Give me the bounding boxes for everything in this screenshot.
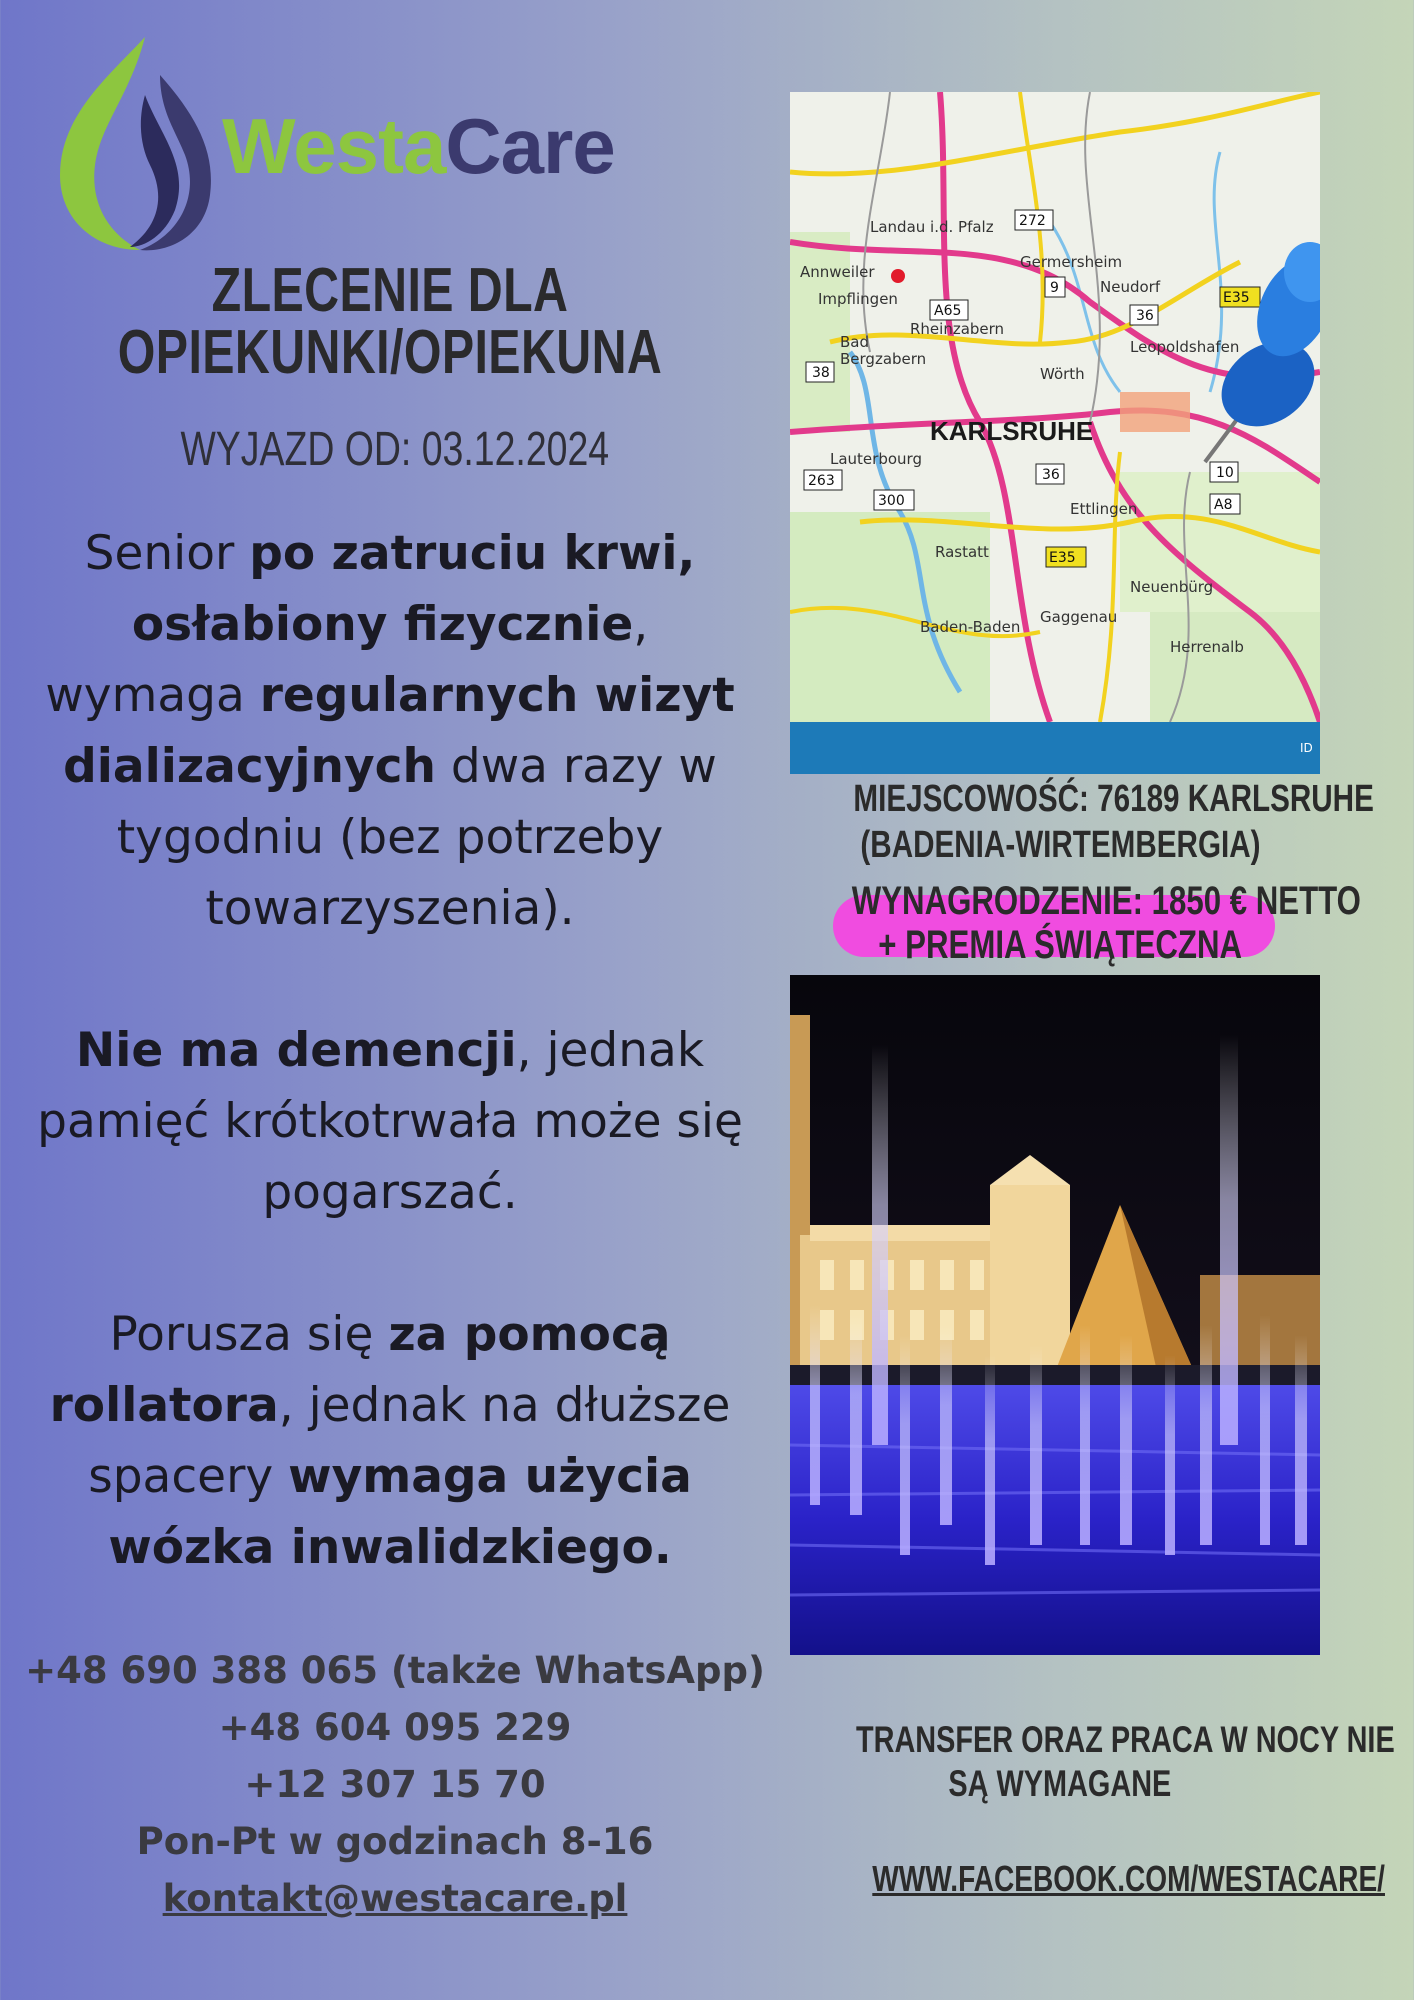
- svg-text:Baden-Baden: Baden-Baden: [920, 618, 1021, 636]
- departure-date: WYJAZD OD: 03.12.2024: [180, 423, 610, 476]
- email-link[interactable]: kontakt@westacare.pl: [162, 1877, 628, 1920]
- facebook-link[interactable]: WWW.FACEBOOK.COM/WESTACARE/: [872, 1858, 1385, 1899]
- svg-text:Ettlingen: Ettlingen: [1070, 500, 1138, 518]
- svg-text:36: 36: [1042, 467, 1060, 483]
- svg-text:9: 9: [1050, 280, 1059, 296]
- svg-text:Neuenbürg: Neuenbürg: [1130, 578, 1214, 596]
- svg-text:Bad: Bad: [840, 333, 870, 351]
- map-id-label: ID: [1300, 741, 1313, 755]
- description-paragraph-3: [0, 1299, 780, 1583]
- description-p1-segment: po zatruciu krwi, osłabiony fizycznie: [131, 526, 696, 652]
- map-city-label: KARLSRUHE: [930, 416, 1094, 446]
- svg-text:Neudorf: Neudorf: [1100, 278, 1161, 296]
- phone-3[interactable]: +12 307 15 70: [244, 1763, 546, 1806]
- svg-text:Leopoldshafen: Leopoldshafen: [1130, 338, 1240, 356]
- svg-text:36: 36: [1136, 308, 1154, 324]
- svg-text:Bergzabern: Bergzabern: [840, 350, 927, 368]
- description-p2-segment: , jednak pamięć krótkotrwała może się pogarszać.: [37, 1023, 743, 1220]
- brand-name-part1: Westa: [222, 102, 446, 190]
- brand-name-part2: Care: [445, 102, 615, 190]
- svg-text:Impflingen: Impflingen: [818, 290, 898, 308]
- description: [0, 518, 780, 1583]
- description-p3-segment: wymaga użycia wózka inwalidzkiego.: [108, 1449, 692, 1575]
- logo: [50, 35, 650, 260]
- svg-text:A65: A65: [934, 303, 962, 319]
- office-hours: Pon-Pt w godzinach 8-16: [136, 1820, 654, 1863]
- salary-line1: WYNAGRODZENIE: 1850 € NETTO: [851, 879, 1361, 923]
- phone-2[interactable]: +48 604 095 229: [218, 1706, 572, 1749]
- page-title-line1: ZLECENIE DLA: [211, 256, 569, 325]
- contact-block: [0, 1642, 790, 1927]
- transfer-note-line1: TRANSFER ORAZ PRACA W NOCY NIE: [855, 1719, 1395, 1760]
- svg-text:Wörth: Wörth: [1040, 365, 1085, 383]
- salary-line2: + PREMIA ŚWIĄTECZNA: [878, 923, 1242, 967]
- svg-text:Annweiler: Annweiler: [800, 263, 875, 281]
- svg-text:A8: A8: [1214, 497, 1233, 513]
- description-p1-segment: dwa razy w tygodniu (bez potrzeby towarzyszenia).: [116, 739, 717, 936]
- svg-text:300: 300: [878, 493, 905, 509]
- phone-1[interactable]: +48 690 388 065 (także WhatsApp): [25, 1649, 765, 1692]
- svg-text:E35: E35: [1049, 550, 1076, 566]
- svg-text:38: 38: [812, 365, 830, 381]
- svg-text:272: 272: [1019, 213, 1046, 229]
- description-p3-segment: , jednak na dłuższe spacery: [88, 1378, 731, 1504]
- svg-text:Germersheim: Germersheim: [1020, 253, 1123, 271]
- svg-text:Lauterbourg: Lauterbourg: [830, 450, 922, 468]
- svg-text:Gaggenau: Gaggenau: [1040, 608, 1118, 626]
- svg-text:Rheinzabern: Rheinzabern: [910, 320, 1005, 338]
- svg-text:Rastatt: Rastatt: [935, 543, 989, 561]
- description-p2-segment: Nie ma demencji: [75, 1023, 517, 1078]
- svg-text:Landau i.d. Pfalz: Landau i.d. Pfalz: [870, 218, 994, 236]
- description-p3-segment: Porusza się: [109, 1307, 389, 1362]
- karlsruhe-fountain-photo: [790, 975, 1320, 1655]
- location-line2: (BADENIA-WIRTEMBERGIA): [859, 824, 1261, 866]
- description-p1-segment: regularnych wizyt dializacyjnych: [63, 668, 735, 794]
- transfer-note-line2: SĄ WYMAGANE: [948, 1763, 1172, 1804]
- map-image: [790, 92, 1320, 774]
- description-paragraph-2: [20, 1015, 760, 1228]
- flame-logo-icon: [50, 35, 220, 255]
- description-paragraph-1: [28, 518, 752, 944]
- page-title-line2: OPIEKUNKI/OPIEKUNA: [117, 318, 663, 387]
- svg-text:10: 10: [1216, 465, 1234, 481]
- description-p1-segment: , wymaga: [45, 597, 649, 723]
- description-p1-segment: Senior: [84, 526, 250, 581]
- map-illustration: [790, 92, 1320, 774]
- svg-text:E35: E35: [1223, 290, 1250, 306]
- location-line1: MIEJSCOWOŚĆ: 76189 KARLSRUHE: [853, 778, 1374, 820]
- svg-text:Herrenalb: Herrenalb: [1170, 638, 1244, 656]
- description-p3-segment: za pomocą rollatora: [49, 1307, 671, 1433]
- svg-text:263: 263: [808, 473, 835, 489]
